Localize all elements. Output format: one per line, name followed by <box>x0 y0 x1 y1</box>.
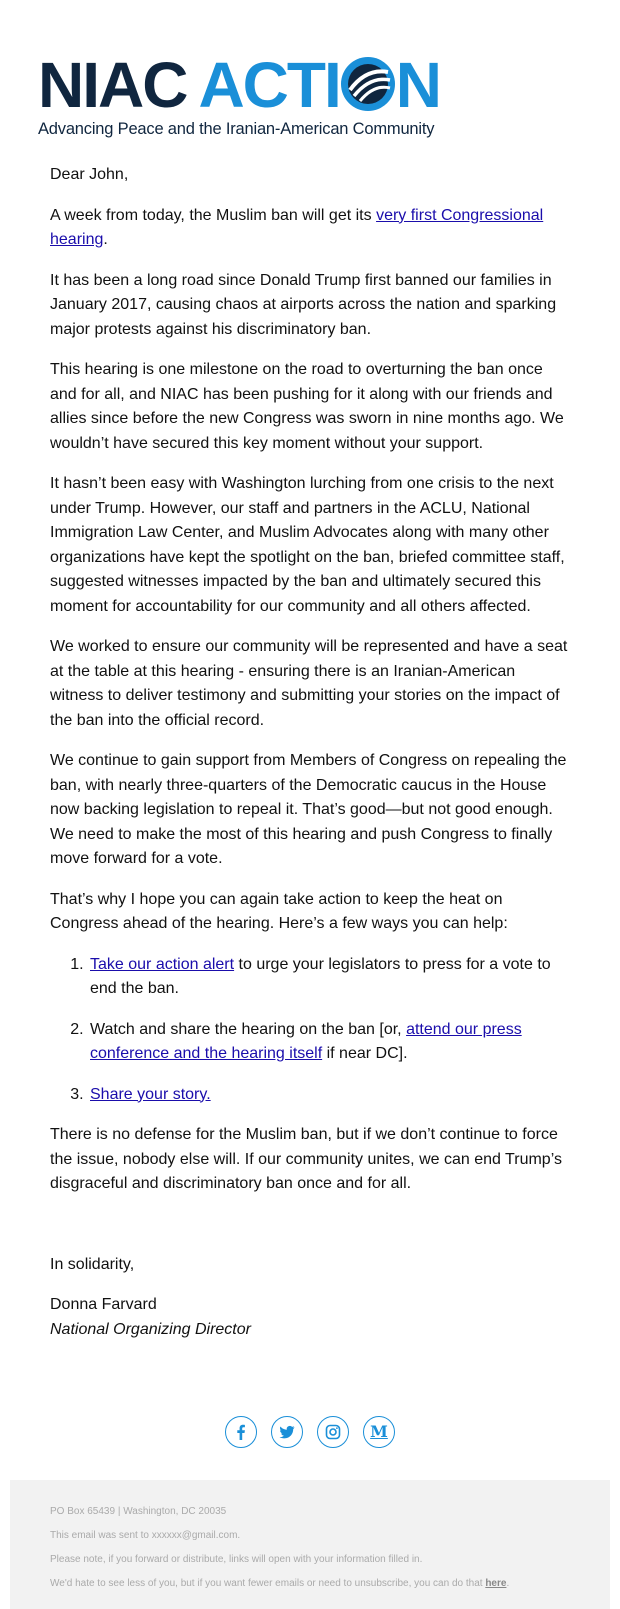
niac-action-logo[interactable] <box>38 49 440 142</box>
medium-link[interactable] <box>363 1416 395 1448</box>
press-conference-link[interactable]: attend our press conference and the hearing itself <box>90 1020 522 1062</box>
signer-title: National Organizing Director <box>50 1320 251 1338</box>
list-item-2-text: Watch and share the hearing on the ban [or, <box>90 1020 407 1038</box>
instagram-link[interactable] <box>317 1416 349 1448</box>
spacer <box>50 1213 570 1253</box>
footer-address: PO Box 65439 | Washington, DC 20035 <box>50 1506 227 1517</box>
social-links <box>0 1416 620 1448</box>
logo-action-n: N <box>395 49 440 121</box>
logo-action-part: ACTI <box>198 49 340 121</box>
list-item-2-end: if near DC]. <box>322 1045 408 1062</box>
unsubscribe-end: . <box>506 1578 510 1589</box>
twitter-icon <box>279 1424 295 1440</box>
instagram-icon <box>325 1424 341 1440</box>
list-item <box>88 1083 570 1108</box>
paragraph-8: There is no defense for the Muslim ban, but if we don’t continue to force the issue, nobody else will. If our community unites, we can end Trump’s disgraceful and discriminatory ban once and for all. <box>50 1126 562 1192</box>
logo-tagline: Advancing Peace and the Iranian-American Community <box>38 120 435 138</box>
facebook-link[interactable] <box>225 1416 257 1448</box>
paragraph-3: This hearing is one milestone on the road to overturning the ban once and for all, and NIAC has been pushing for it along with our friends and allies since before the new Congress was sworn in nine months ago. We wouldn’t have secured this key moment without your support. <box>50 361 564 452</box>
footer-unsubscribe <box>50 1578 610 1590</box>
logo-niac-text: NIAC <box>38 49 187 121</box>
paragraph-4: It hasn’t been easy with Washington lurching from one crisis to the next under Trump. However, our staff and partners in the ACLU, National Immigration Law Center, and Muslim Advocates along with many other organizations have kept the spotlight on the ban, briefed committee staff, suggested witnesses impacted by the ban and ultimately secured this moment for accountability for our community and all others affected. <box>50 475 565 615</box>
unsubscribe-link[interactable]: here <box>485 1578 507 1589</box>
paragraph-7: That’s why I hope you can again take action to keep the heat on Congress ahead of the hearing. Here’s a few ways you can help: <box>50 890 508 932</box>
letter-body <box>50 163 570 1358</box>
medium-icon: M <box>370 1422 388 1441</box>
signer-name: Donna Farvard <box>50 1296 157 1313</box>
p1-text: A week from today, the Muslim ban will get its <box>50 206 377 224</box>
congressional-hearing-link[interactable]: very first Congressional hearing <box>50 206 544 248</box>
greeting: Dear John, <box>50 166 129 183</box>
twitter-link[interactable] <box>271 1416 303 1448</box>
signature <box>50 1293 570 1342</box>
closing: In solidarity, <box>50 1255 135 1273</box>
list-item <box>88 1018 570 1067</box>
footer-sent-to: This email was sent to xxxxxx@gmail.com. <box>50 1530 241 1541</box>
action-list <box>50 953 570 1108</box>
paragraph-2: It has been a long road since Donald Trump first banned our families in January 2017, causing chaos at airports across the nation and sparking major protests against his discriminatory ban. <box>50 271 557 338</box>
logo-wordmark <box>38 49 440 121</box>
paragraph-5: We worked to ensure our community will be represented and have a seat at the table at this hearing - ensuring there is an Iranian-American witness to deliver testimony and submitting your stories on the impact of the ban into the official record. <box>50 638 568 729</box>
logo-globe-icon <box>340 56 396 112</box>
footer-note: Please note, if you forward or distribute, links will open with your information filled in. <box>50 1554 423 1565</box>
footer-inner <box>10 1480 610 1590</box>
list-item-1-text: to urge your legislators to press for a vote to end the ban. <box>90 955 551 997</box>
list-item <box>88 953 570 1002</box>
share-story-link[interactable]: Share your story. <box>90 1085 211 1103</box>
paragraph-1 <box>50 204 570 253</box>
unsubscribe-text: We'd hate to see less of you, but if you want fewer emails or need to unsubscribe, you can do that <box>50 1578 486 1589</box>
footer <box>10 1480 610 1609</box>
logo-action-text <box>198 49 440 121</box>
paragraph-6: We continue to gain support from Members of Congress on repealing the ban, with nearly three-quarters of the Democratic caucus in the House now backing legislation to repeal it. That’s good—but not good enough. We need to make the most of this hearing and push Congress to finally move forward for a vote. <box>50 752 567 867</box>
facebook-icon <box>233 1424 249 1440</box>
action-alert-link[interactable]: Take our action alert <box>90 955 235 973</box>
p1-end: . <box>103 231 108 248</box>
